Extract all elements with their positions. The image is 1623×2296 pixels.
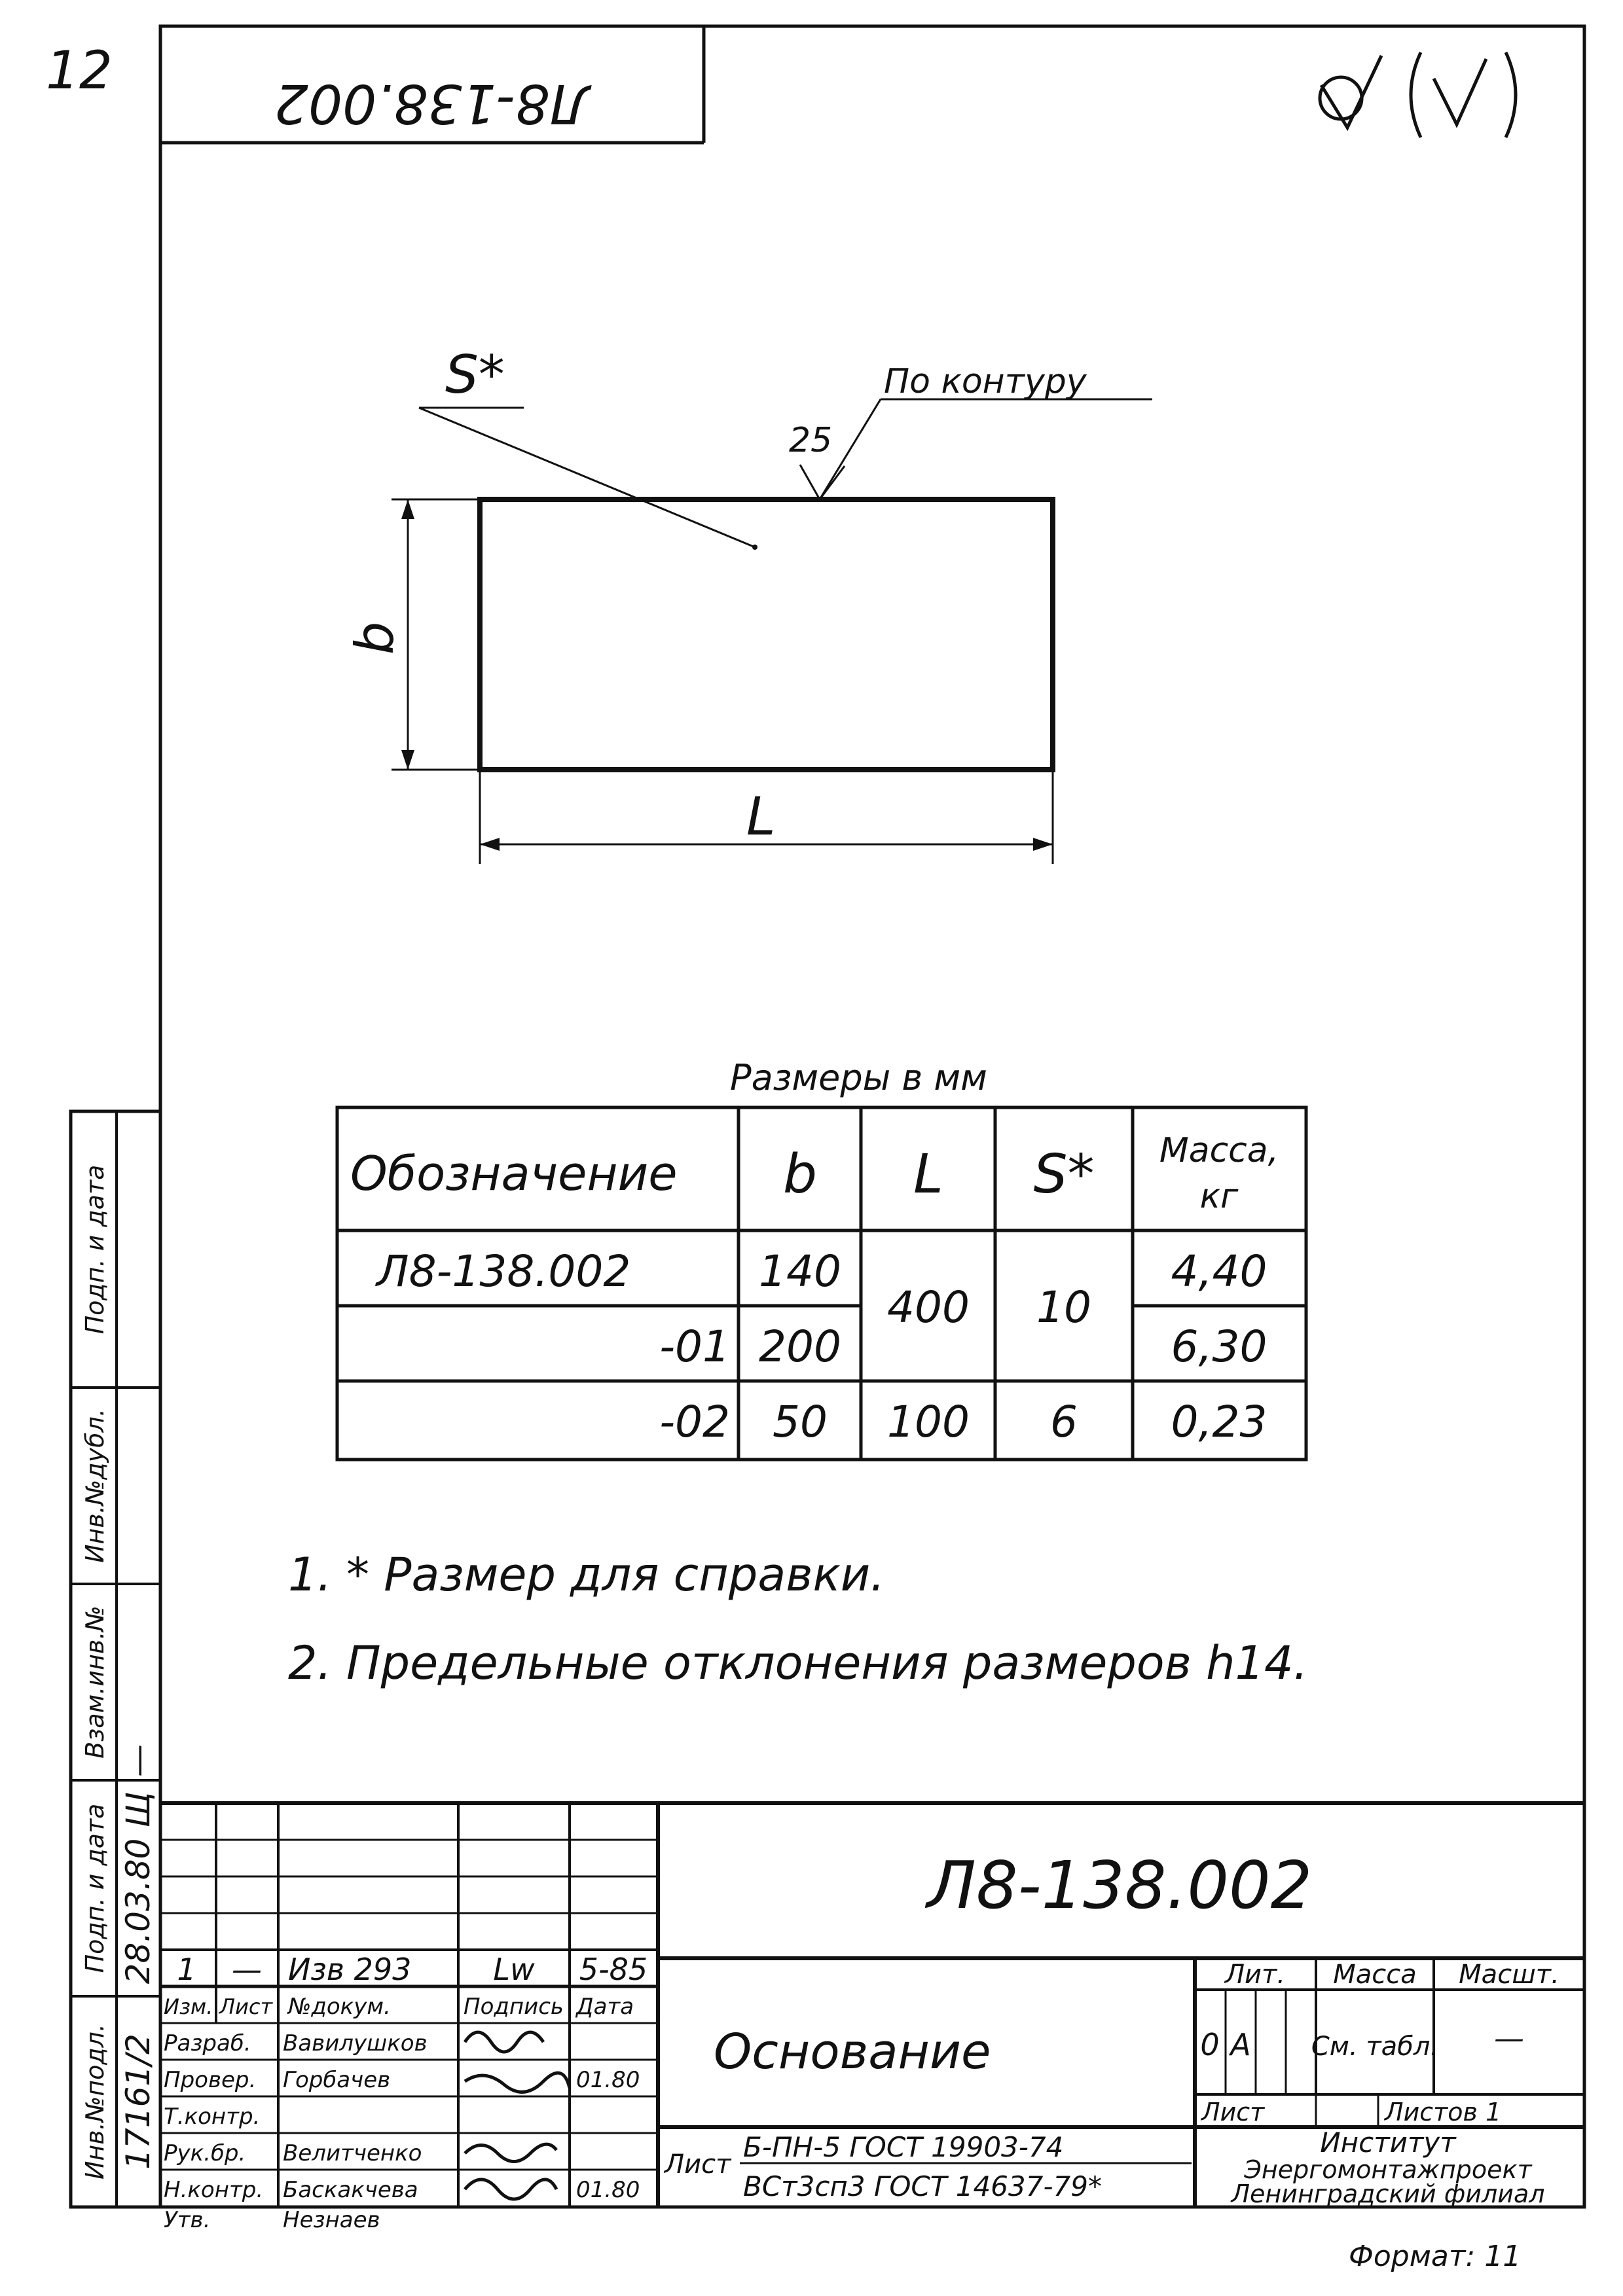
header-l: L [913,1143,943,1206]
sheets-label: Листов 1 [1385,2098,1502,2126]
roughness-symbol [1320,52,1516,137]
row3-b: 50 [773,1397,828,1447]
mass-label: Масса [1333,1960,1417,1990]
note-2: 2. Предельные отклонения размеров h14. [288,1636,1308,1690]
side-stamp [71,1111,160,2207]
part-drawing [344,344,1152,864]
change-izm: 1 [177,1952,196,1987]
format-label: Формат: 11 [1349,2240,1522,2273]
org-line-3: Ленинградский филиал [1231,2179,1545,2208]
signature-marks [465,2032,570,2199]
person-role-5: Н.контр. [164,2177,264,2203]
sheet-label: Лист [1201,2098,1265,2126]
mass-value: См. табл. [1311,2032,1439,2062]
header-mass-unit: кг [1199,1177,1239,1216]
material-prefix: Лист [665,2149,731,2179]
row1-mass: 4,40 [1171,1246,1267,1297]
merged-l: 400 [887,1282,970,1333]
change-doc: Изв 293 [288,1952,412,1987]
header-izm: Изм. [164,1994,213,2019]
header-date: Дата [576,1994,634,2020]
person-role-4: Рук.бр. [164,2140,246,2166]
side-label-vzam: Взам.инв.№ [81,1605,109,1759]
thickness-label: S* [445,344,505,405]
scale-value: — [1494,2020,1524,2056]
header-doc: №докум. [288,1994,391,2020]
org-line-2: Энергомонтажпроект [1244,2155,1532,2184]
row1-designation: Л8-138.002 [376,1246,631,1297]
person-name-1: Вавилушков [283,2030,428,2056]
change-date: 5-85 [579,1952,648,1987]
person-name-2: Горбачев [283,2067,391,2093]
side-dash: — [119,1744,157,1777]
change-sign: Lw [493,1952,535,1987]
side-label-inv-podl: Инв.№подл. [81,2023,109,2180]
person-date-5: 01.80 [576,2177,640,2203]
plate-outline [480,499,1053,770]
material-line-2: ВСт3сп3 ГОСТ 14637-79* [743,2170,1102,2202]
person-role-3: Т.контр. [164,2104,261,2130]
table-caption: Размеры в мм [730,1057,987,1098]
sizes-table [337,1057,1306,1460]
row3-designation: -02 [659,1397,730,1447]
dim-b-label: b [344,621,405,655]
header-list: Лист [219,1994,273,2019]
row2-b: 200 [759,1321,841,1372]
header-mass: Масса, [1159,1131,1279,1170]
lit-label: Лит. [1224,1960,1286,1990]
row3-l: 100 [887,1397,970,1447]
row3-s: 6 [1050,1397,1078,1447]
change-list: — [232,1952,262,1987]
row2-mass: 6,30 [1171,1321,1267,1372]
person-date-2: 01.80 [576,2067,640,2093]
person-name-4: Велитченко [283,2140,422,2166]
person-role-6: Утв. [164,2207,211,2233]
side-label-podp-2: Подп. и дата [81,1164,109,1335]
row3-mass: 0,23 [1171,1397,1267,1447]
material-line-1: Б-ПН-5 ГОСТ 19903-74 [743,2131,1064,2163]
part-name: Основание [714,2024,991,2080]
top-designation: Л8-138.002 [274,72,591,134]
org-line-1: Институт [1320,2126,1456,2159]
contour-note: По контуру [884,362,1087,401]
side-date: 28.03.80 [119,1838,157,1984]
note-1: 1. * Размер для справки. [288,1548,885,1602]
side-signature: Щ [119,1791,157,1828]
side-inv-number: 17161/2 [119,2034,157,2170]
weld-size: 25 [789,421,833,460]
row1-b: 140 [759,1246,841,1297]
merged-s: 10 [1036,1282,1091,1333]
header-designation: Обозначение [350,1146,678,1201]
lit-value-2: А [1230,2027,1251,2062]
title-block [160,1803,1584,2233]
side-label-podp-1: Подп. и дата [81,1803,109,1973]
dim-l-label: L [746,786,776,847]
header-sign: Подпись [464,1994,564,2020]
person-name-5: Баскакчева [283,2177,418,2203]
lit-value-1: 0 [1200,2027,1220,2062]
row2-designation: -01 [659,1321,730,1372]
person-name-6: Незнаев [283,2207,380,2233]
person-role-2: Провер. [164,2067,257,2093]
document-designation: Л8-138.002 [926,1847,1313,1924]
top-designation-box [160,26,704,143]
side-label-inv-dubl: Инв.№дубл. [81,1408,109,1563]
header-b: b [782,1143,818,1206]
sheet-number: 12 [46,40,113,101]
header-s: S* [1033,1143,1095,1206]
scale-label: Масшт. [1459,1960,1559,1990]
drawing-frame [160,26,1584,2207]
person-role-1: Разраб. [164,2030,251,2056]
